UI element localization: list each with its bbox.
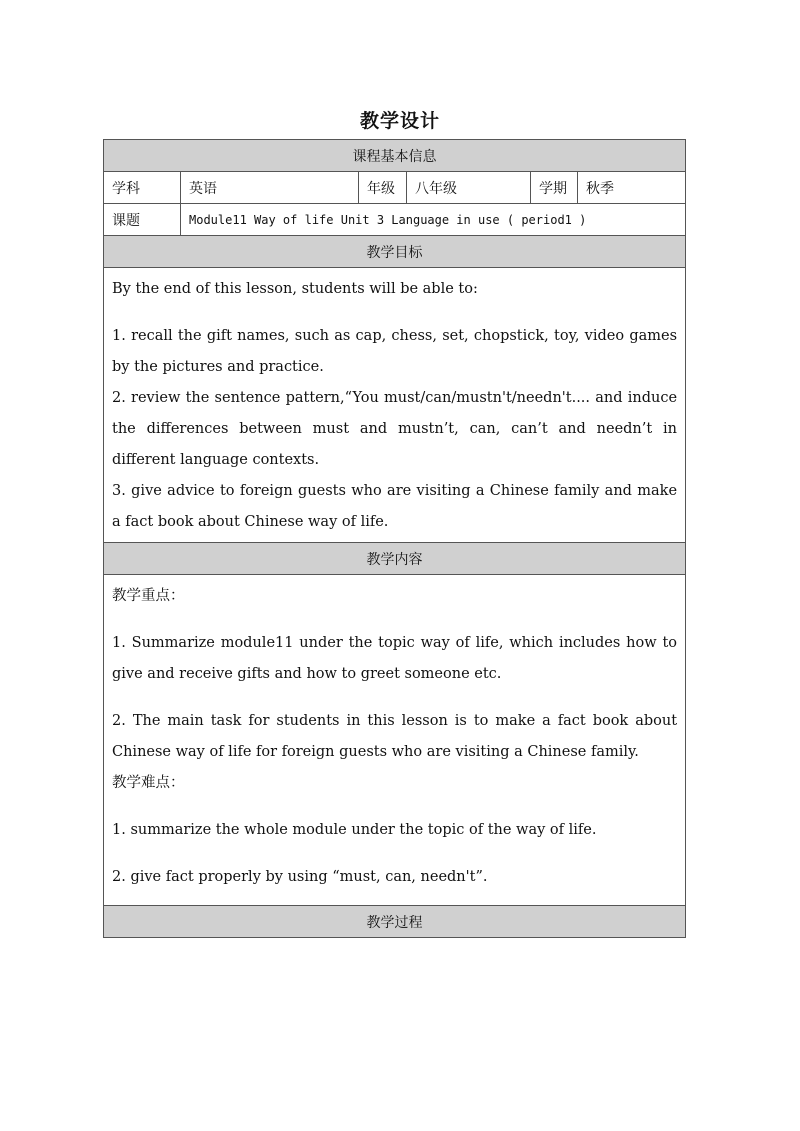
objectives-section (104, 268, 686, 543)
content-section (104, 575, 686, 906)
difficulties-label: 教学难点： (112, 775, 185, 791)
process-header: 教学过程 (104, 906, 686, 938)
term-label: 学期 (531, 172, 578, 204)
subject-value: 英语 (181, 172, 359, 204)
topic-value: Module11 Way of life Unit 3 Language in use ( period1 ) (181, 204, 686, 236)
objective-item: 1. recall the gift names, such as cap, chess, set, chopstick, toy, video games by the pictures and practice. (112, 328, 678, 375)
lesson-plan-table (103, 139, 686, 938)
grade-value: 八年级 (407, 172, 531, 204)
grade-label: 年级 (359, 172, 407, 204)
objectives-header: 教学目标 (104, 236, 686, 268)
difficulty-item: 1. summarize the whole module under the topic of the way of life. (112, 822, 597, 838)
topic-label: 课题 (104, 204, 181, 236)
objectives-intro: By the end of this lesson, students will be able to: (112, 281, 478, 297)
basic-info-header: 课程基本信息 (104, 140, 686, 172)
objective-item: 3. give advice to foreign guests who are visiting a Chinese family and make a fact book about Chinese way of life. (112, 483, 678, 530)
subject-label: 学科 (104, 172, 181, 204)
key-points-label: 教学重点： (112, 588, 185, 604)
term-value: 秋季 (578, 172, 686, 204)
content-header: 教学内容 (104, 543, 686, 575)
document-title: 教学设计 (359, 110, 440, 132)
key-point-item: 2. The main task for students in this lesson is to make a fact book about Chinese way of life for foreign guests who are visiting a Chinese family. (112, 713, 678, 760)
difficulty-item: 2. give fact properly by using “must, can, needn't”. (112, 869, 488, 885)
objective-item: 2. review the sentence pattern,“You must/can/mustn't/needn't.... and induce the differences between must and mustn’t, can, can’t and needn’t in different language contexts. (112, 390, 678, 468)
key-point-item: 1. Summarize module11 under the topic way of life, which includes how to give and receive gifts and how to greet someone etc. (112, 635, 678, 682)
